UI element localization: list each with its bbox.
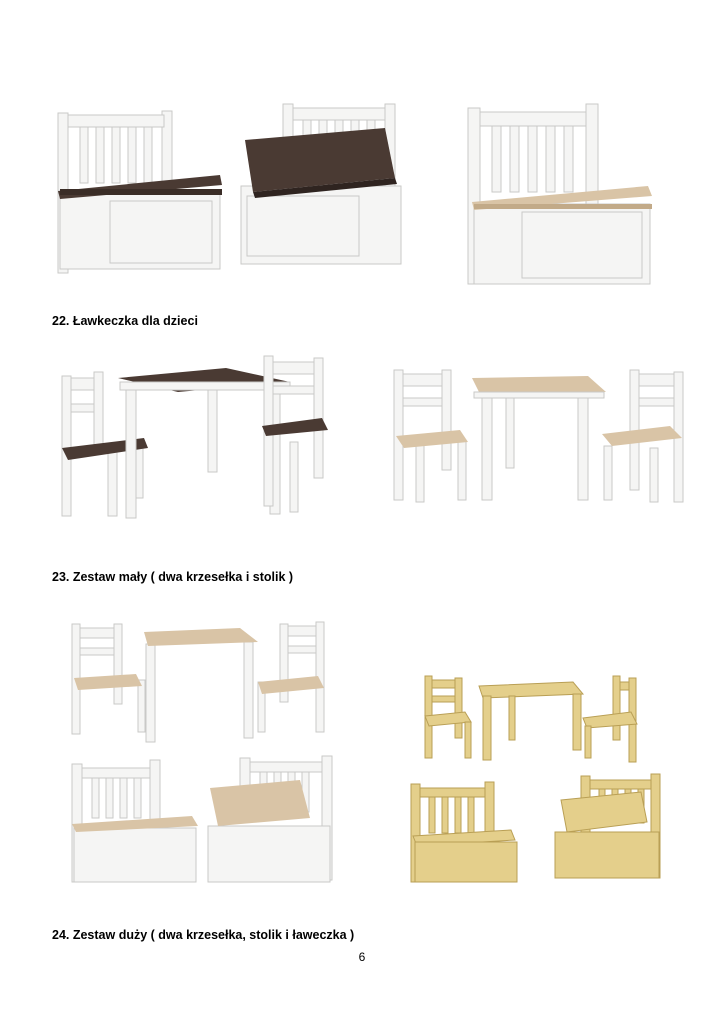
bench-white-dark-seat-photo xyxy=(50,105,230,280)
small-set-white-dark-top-photo xyxy=(58,352,333,522)
large-set-white-natural-photo xyxy=(60,620,335,890)
bench-white-natural-seat-photo xyxy=(462,100,657,290)
small-set-white-natural-top-photo xyxy=(390,364,690,514)
section-22-caption: 22. Ławkeczka dla dzieci xyxy=(52,314,198,328)
large-set-pine-photo xyxy=(405,672,665,887)
section-23-caption: 23. Zestaw mały ( dwa krzesełka i stolik ) xyxy=(52,570,294,584)
section-24-caption: 24. Zestaw duży ( dwa krzesełka, stolik i ławeczka ) xyxy=(52,928,355,942)
bench-white-dark-lid-open-photo xyxy=(235,100,410,270)
page-number: 6 xyxy=(358,950,366,964)
